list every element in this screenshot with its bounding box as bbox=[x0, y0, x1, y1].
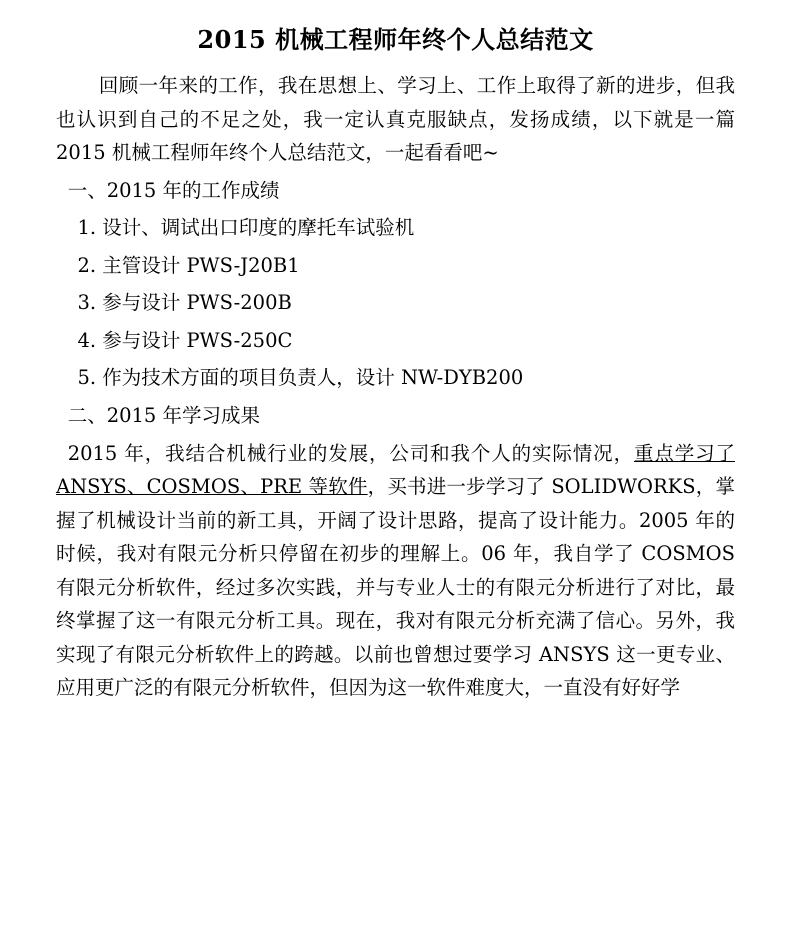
list-item: 2. 主管设计 PWS-J20B1 bbox=[77, 253, 300, 277]
intro-paragraph: 回顾一年来的工作，我在思想上、学习上、工作上取得了新的进步，但我也认识到自己的不足之处，我一定认真克服缺点，发扬成绩，以下就是一篇 2015 机械工程师年终个人总结范文，一起看看吧~ bbox=[56, 74, 735, 165]
list-item: 1. 设计、调试出口印度的摩托车试验机 bbox=[77, 216, 415, 240]
section-heading-2: 二、2015 年学习成果 bbox=[67, 403, 261, 427]
list-item: 5. 作为技术方面的项目负责人，设计 NW-DYB200 bbox=[77, 366, 524, 390]
body-text-part-1: 2015 年，我结合机械行业的发展，公司和我个人的实际情况， bbox=[67, 441, 634, 465]
page-title: 2015 机械工程师年终个人总结范文 bbox=[197, 25, 594, 54]
list-item: 3. 参与设计 PWS-200B bbox=[77, 291, 292, 315]
list-item: 4. 参与设计 PWS-250C bbox=[77, 328, 293, 352]
section-heading-1: 一、2015 年的工作成绩 bbox=[67, 178, 280, 202]
section-2-body bbox=[56, 437, 735, 705]
body-text-part-2: ，买书进一步学习了 SOLIDWORKS，掌握了机械设计当前的新工具，开阔了设计思路，提高了设计能力。2005 年的时候，我对有限元分析只停留在初步的理解上。06 年，我自学了 COSMOS 有限元分析软件，经过多次实践，并与专业人士的有限元分析进行了对比，最终掌握了这一有限元分析工具。现在，我对有限元分析充满了信心。另外，我实现了有限元分析软件上的跨越。以前也曾想过要学习 ANSYS 这一更专业、应用更广泛的有限元分析软件，但因为这一软件难度大，一直没有好好学 bbox=[56, 475, 735, 700]
body-text-underlined: 重点学习了 ANSYS、COSMOS、PRE 等软件 bbox=[56, 441, 735, 499]
